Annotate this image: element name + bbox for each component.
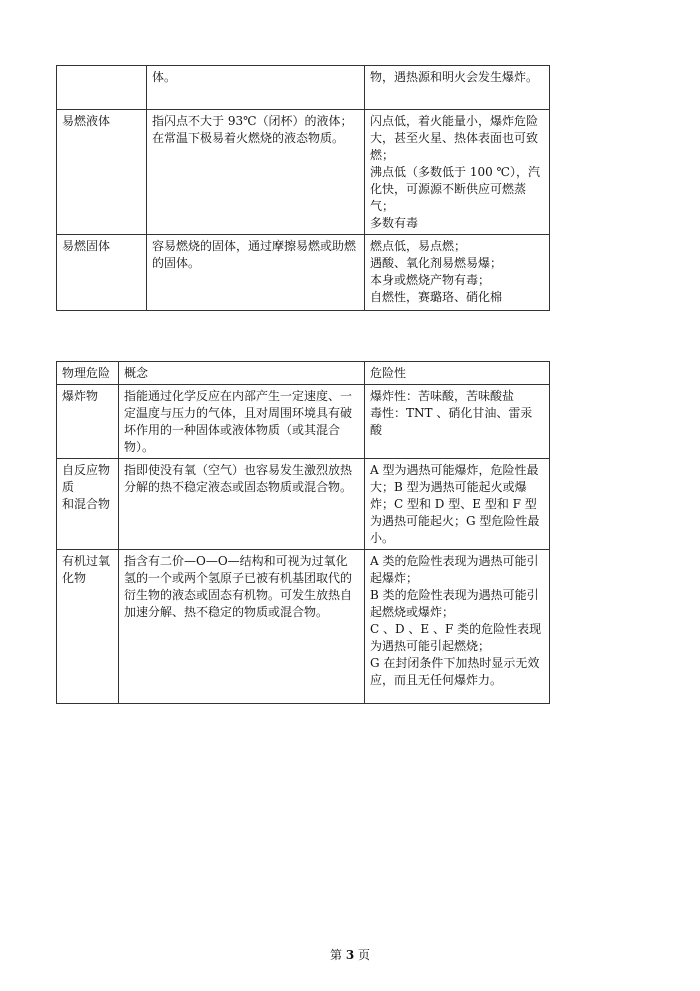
hazard-text: 燃点低，易点燃； <box>370 239 467 253</box>
table-row <box>57 66 550 110</box>
hazard-text: 自燃性，赛璐珞、硝化棉 <box>370 290 503 304</box>
hazard-text: A 型为遇热可能爆炸，危险性最大；B 型为遇热可能起火或爆炸；C 型和 D 型、E 型和 F 型为遇热可能起火；G 型危险性最小。 <box>370 463 540 545</box>
definition-text: 指能通过化学反应在内部产生一定速度、一定温度与压力的气体，且对周围环境具有破坏作用的一种固体或液体物质（或其混合物）。 <box>124 389 353 454</box>
header-cell: 危险性 <box>365 362 550 385</box>
definition-text: 指即使没有氧（空气）也容易发生激烈放热分解的热不稳定液态或固态物质或混合物。 <box>124 463 353 494</box>
hazard-text: 爆炸性：苦味酸，苦味酸盐 <box>370 389 515 403</box>
definition-cell <box>119 385 365 459</box>
table-row <box>57 550 550 704</box>
type-cell: 易燃液体 <box>57 110 147 235</box>
type-cell <box>57 66 147 110</box>
hazard-cell <box>365 235 550 311</box>
type-cell: 易燃固体 <box>57 235 147 311</box>
type-cell <box>57 385 119 459</box>
hazard-text: 沸点低（多数低于 100 ℃），汽化快，可源源不断供应可燃蒸气； <box>370 165 540 213</box>
hazard-cell <box>365 385 550 459</box>
table-header-row <box>57 362 550 385</box>
type-text: 和混合物 <box>62 497 111 511</box>
page-number: 3 <box>345 948 355 962</box>
type-text: 自反应物质 <box>62 463 111 494</box>
header-cell: 概念 <box>119 362 365 385</box>
hazard-cell <box>365 110 550 235</box>
type-text: 爆炸物 <box>62 389 99 403</box>
definition-cell <box>147 66 365 110</box>
page-suffix: 页 <box>358 948 371 962</box>
hazard-text: B 类的危险性表现为遇热可能引起燃烧或爆炸； <box>370 588 539 619</box>
definition-cell <box>147 110 365 235</box>
hazard-text: 闪点低，着火能量小，爆炸危险大，甚至火星、热体表面也可致燃； <box>370 114 539 162</box>
definition-text: 指含有二价—O—O—结构和可视为过氧化氢的一个或两个氢原子已被有机基团取代的衍生物的液态或固态有机物。可发生放热自加速分解、热不稳定的物质或混合物。 <box>124 554 353 619</box>
table-row <box>57 459 550 550</box>
table-row <box>57 235 550 311</box>
physical-hazard-table <box>56 361 550 704</box>
hazard-text: 多数有毒 <box>370 216 419 230</box>
definition-text: 指闪点不大于 93℃（闭杯）的液体；在常温下极易着火燃烧的液态物质。 <box>152 114 353 145</box>
hazard-text: G 在封闭条件下加热时显示无效应，而且无任何爆炸力。 <box>370 656 540 687</box>
hazard-text: 物，遇热源和明火会发生爆炸。 <box>370 70 539 84</box>
table-row <box>57 110 550 235</box>
hazard-text: 毒性：TNT 、硝化甘油、雷汞酸 <box>370 406 533 437</box>
type-text: 有机过氧化物 <box>62 554 111 585</box>
hazard-cell <box>365 66 550 110</box>
type-cell <box>57 459 119 550</box>
hazard-table-continued <box>56 65 550 311</box>
type-cell <box>57 550 119 704</box>
hazard-text: 遇酸、氧化剂易燃易爆； <box>370 256 503 270</box>
hazard-text: 本身或燃烧产物有毒； <box>370 273 491 287</box>
definition-cell <box>119 550 365 704</box>
hazard-text: C 、D 、E 、F 类的危险性表现为遇热可能引起燃烧； <box>370 622 542 653</box>
hazard-cell <box>365 550 550 704</box>
page-prefix: 第 <box>329 948 342 962</box>
hazard-text: A 类的危险性表现为遇热可能引起爆炸； <box>370 554 539 585</box>
table-row <box>57 385 550 459</box>
hazard-cell <box>365 459 550 550</box>
definition-text: 体。 <box>152 70 177 84</box>
definition-text: 容易燃烧的固体，通过摩擦易燃或助燃的固体。 <box>152 239 357 270</box>
page-footer <box>0 946 700 963</box>
definition-cell <box>147 235 365 311</box>
definition-cell <box>119 459 365 550</box>
header-cell: 物理危险 <box>57 362 119 385</box>
